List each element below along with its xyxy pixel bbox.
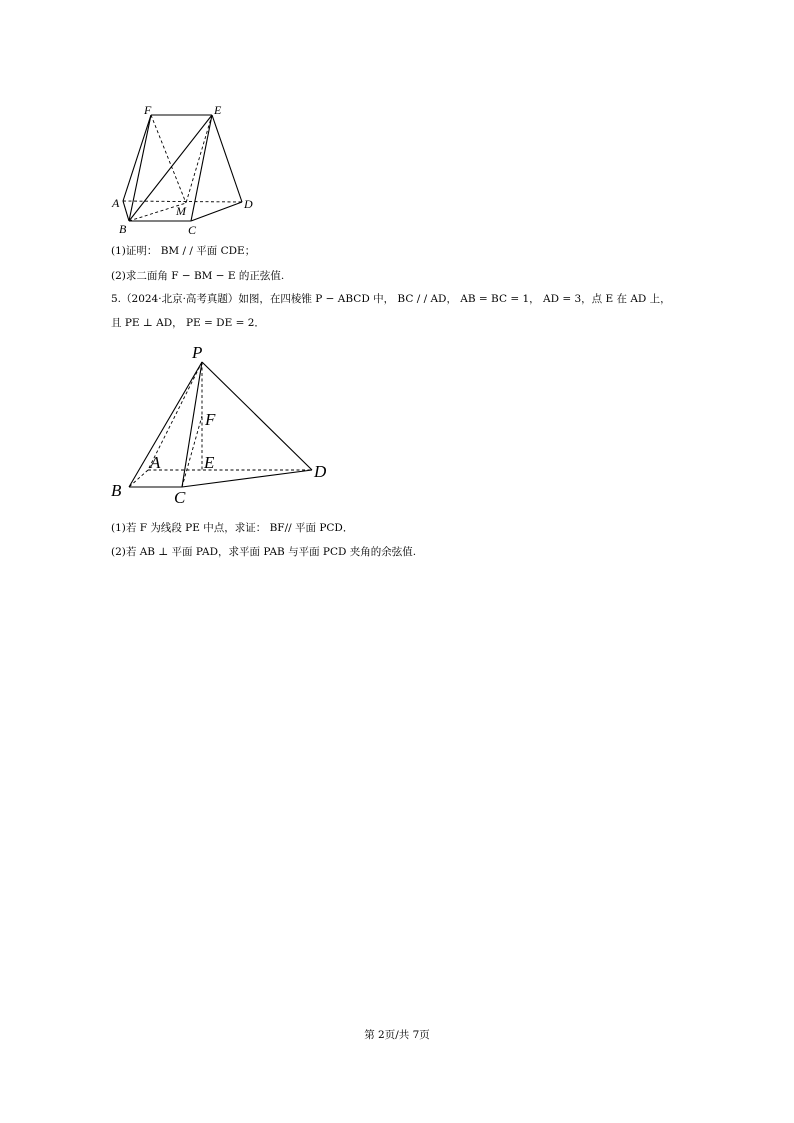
- label-D: D: [244, 197, 253, 211]
- label-C: C: [188, 223, 197, 237]
- edge-AB: [123, 201, 129, 221]
- edge-AD: [123, 201, 242, 202]
- edge-ED: [212, 115, 242, 202]
- label-B: B: [111, 481, 122, 500]
- edge-PD: [202, 362, 312, 470]
- figure-1-polyhedron: [108, 100, 268, 240]
- label-B: B: [119, 222, 127, 236]
- page-number-footer: 第 2页/共 7页: [364, 1029, 430, 1041]
- q4-part1: (1)证明： BM / / 平面 CDE；: [111, 245, 256, 257]
- edge-EC: [191, 115, 212, 221]
- q5-statement-line1: 5.（2024·北京·高考真题）如图，在四棱锥 P − ABCD 中， BC / / AD， AB = BC = 1， AD = 3，点 E 在 AD 上，: [111, 293, 671, 305]
- edge-CD: [182, 470, 312, 487]
- label-M: M: [176, 204, 186, 218]
- edge-FA: [123, 115, 151, 201]
- label-C: C: [174, 488, 186, 507]
- label-A: A: [112, 196, 120, 210]
- edge-PB: [129, 362, 202, 487]
- q5-part1: (1)若 F 为线段 PE 中点，求证： BF// 平面 PCD．: [111, 522, 354, 534]
- edge-PC: [182, 362, 202, 487]
- figure-2-pyramid: [108, 340, 338, 510]
- label-E: E: [204, 453, 215, 472]
- q5-part2: (2)若 AB ⊥ 平面 PAD，求平面 PAB 与平面 PCD 夹角的余弦值.: [111, 546, 417, 558]
- edge-FB: [129, 115, 151, 221]
- label-A: A: [150, 453, 161, 472]
- label-F: F: [144, 103, 152, 117]
- label-F: F: [205, 410, 216, 429]
- label-E: E: [214, 103, 222, 117]
- label-P: P: [192, 343, 203, 362]
- q5-statement-line2: 且 PE ⊥ AD， PE = DE = 2．: [111, 317, 265, 329]
- edge-EM: [186, 115, 212, 203]
- edge-AB: [129, 470, 148, 487]
- edge-EB: [129, 115, 212, 221]
- q4-part2: (2)求二面角 F − BM − E 的正弦值.: [111, 270, 285, 282]
- edge-CD: [191, 202, 242, 221]
- edge-FM: [151, 115, 186, 203]
- label-D: D: [314, 462, 327, 481]
